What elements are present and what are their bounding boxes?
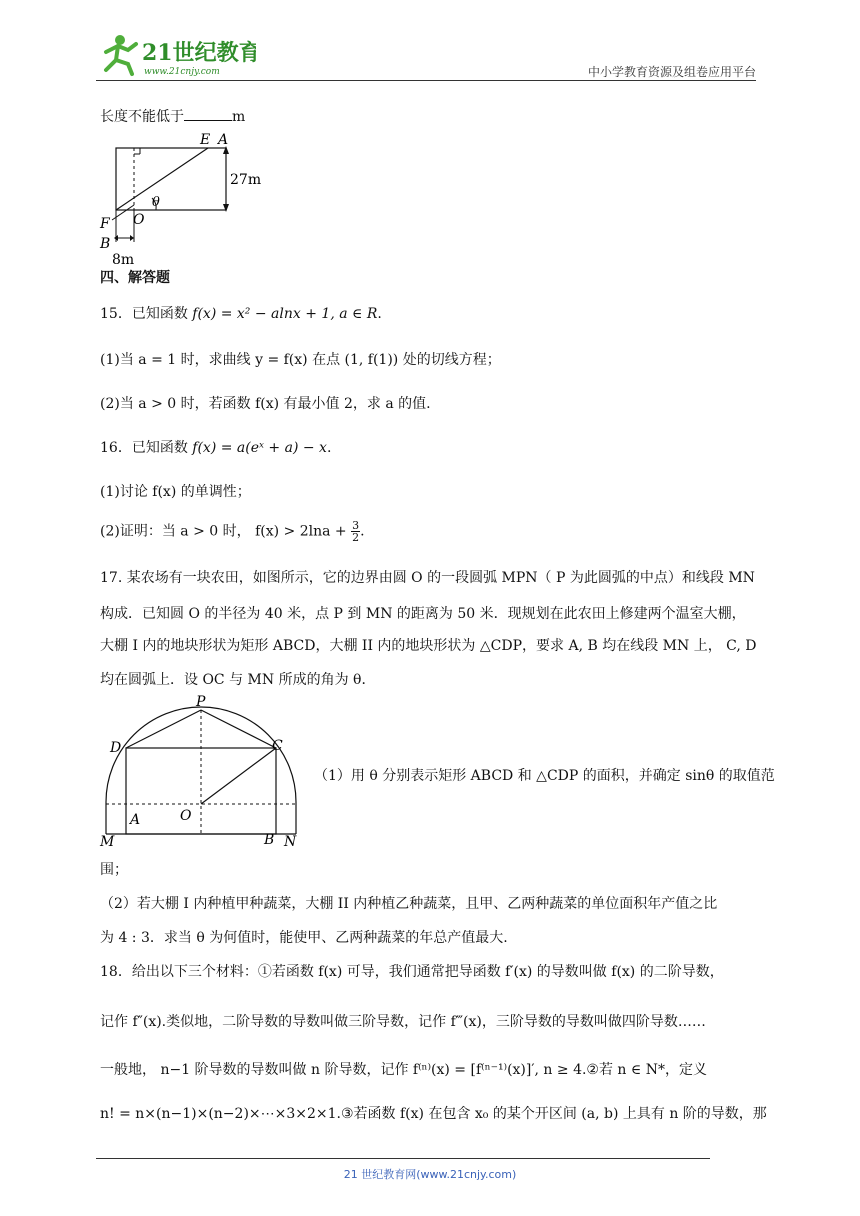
q16-part1-label: (1) [100,484,120,500]
answer-blank [184,106,232,121]
q17-part1-cont: 围； [100,862,128,878]
q15-part2-label: (2) [100,396,120,412]
label-E: E [200,132,211,148]
label-theta: θ [152,195,160,210]
q17-figure [96,694,306,850]
q16-part2: (2)证明：当 a > 0 时， f(x) > 2lna + $\frac{3}{2}$ . [100,519,365,544]
label-F: F [100,216,110,232]
fraction-denominator: 2 [352,531,360,544]
q16-pre: 已知函数 [131,440,188,456]
label-C: C [272,738,283,754]
q17-text-1: 某农场有一块农田，如图所示，它的边界由圆 O 的一段圆弧 MPN（ P 为此圆弧的中点）和线段 MN [126,570,755,586]
label-A: A [218,132,229,148]
label-B: B [100,236,111,252]
fraction [351,520,360,543]
q18-text-1: 给出以下三个材料：①若函数 f(x) 可导，我们通常把导函数 f′(x) 的导数叫做 f(x) 的二阶导数， [131,964,724,980]
logo-text: 21世纪教育 [142,40,256,66]
q16-part1 [100,482,251,502]
q17-line4: 均在圆弧上．设 OC 与 MN 所成的角为 θ． [100,672,376,688]
label-D: D [110,740,122,756]
header-platform-text: 中小学教育资源及组卷应用平台 [587,65,756,79]
q17-number: 17. [100,570,123,586]
label-M: M [100,834,115,850]
header-divider [96,80,756,81]
q16-part2-text: 证明：当 a > 0 时， f(x) > 2lna + [119,523,347,540]
label-P: P [196,694,206,710]
label-N: N [284,834,297,850]
logo-url: www.21cnjy.com [144,67,220,77]
footer-divider [96,1158,710,1159]
q15-stem: 15．已知函数 f(x) = x² − alnx + 1, a ∈ R. [100,306,382,322]
q17-line2: 构成．已知圆 O 的半径为 40 米，点 P 到 MN 的距离为 50 米．现规划在此农田上修建两个温室大棚， [100,606,746,622]
q17-line1 [100,568,755,588]
q17-part2-line1: （2）若大棚 I 内种植甲种蔬菜，大棚 II 内种植乙种蔬菜，且甲、乙两种蔬菜的单位面积年产值之比 [100,896,718,912]
q15-part2 [100,394,431,414]
q16-number: 16． [100,440,132,456]
q18-line3: 一般地， n−1 阶导数的导数叫做 n 阶导数，记作 f⁽ⁿ⁾(x) = [f⁽ⁿ⁻¹⁾(x)]′, n ≥ 4.②若 n ∈ N*，定义 [100,1062,707,1078]
q17-part2-line2: 为 4 : 3．求当 θ 为何值时，能使甲、乙两种蔬菜的年总产值最大. [100,930,508,946]
q15-pre: 已知函数 [131,306,188,322]
label-A: A [130,812,141,828]
q16-part2-label: (2) [100,523,120,540]
q15-part1 [100,350,501,370]
q17-part1: （1）用 θ 分别表示矩形 ABCD 和 △CDP 的面积，并确定 sinθ 的取值范 [314,768,775,784]
q14-figure [96,130,276,270]
q18-line4: n! = n×(n−1)×(n−2)×⋯×3×2×1.③若函数 f(x) 在包含 x₀ 的某个开区间 (a, b) 上具有 n 阶的导数，那 [100,1106,767,1122]
runner-icon [106,35,136,74]
q14-tail-text: 长度不能低于 [100,109,184,125]
q18-line2: 记作 f″(x).类似地，二阶导数的导数叫做三阶导数，记作 f‴(x)，三阶导数的导数叫做四阶导数…… [100,1014,706,1030]
q18-line1 [100,962,724,982]
section-heading: 四、解答题 [100,270,170,286]
q15-part1-text: 当 a = 1 时，求曲线 y = f(x) 在点 (1, f(1)) 处的切线方程； [119,352,501,368]
q15-part2-text: 当 a > 0 时，若函数 f(x) 有最小值 2，求 a 的值. [119,396,431,412]
q16-stem: 16．已知函数 f(x) = a(eˣ + a) − x. [100,440,332,456]
q14-tail [100,106,245,127]
label-O: O [133,212,145,228]
label-width: 8m [112,252,135,268]
q14-tail-unit: m [232,109,246,125]
footer-link[interactable]: 21 世纪教育网(www.21cnjy.com) [343,1168,517,1181]
label-height: 27m [230,172,262,188]
q18-number: 18． [100,964,132,980]
q16-function: f(x) = a(eˣ + a) − x [192,440,327,456]
q15-function: f(x) = x² − alnx + 1, a ∈ R [192,306,378,322]
label-B: B [264,832,275,848]
q15-number: 15． [100,306,132,322]
label-O: O [180,808,192,824]
q15-part1-label: (1) [100,352,120,368]
q17-line3: 大棚 I 内的地块形状为矩形 ABCD，大棚 II 内的地块形状为 △CDP，要求 A, B 均在线段 MN 上， C, D [100,638,757,654]
q16-part1-text: 讨论 f(x) 的单调性； [119,484,251,500]
fraction-numerator: 3 [352,519,360,532]
site-logo [96,30,256,78]
